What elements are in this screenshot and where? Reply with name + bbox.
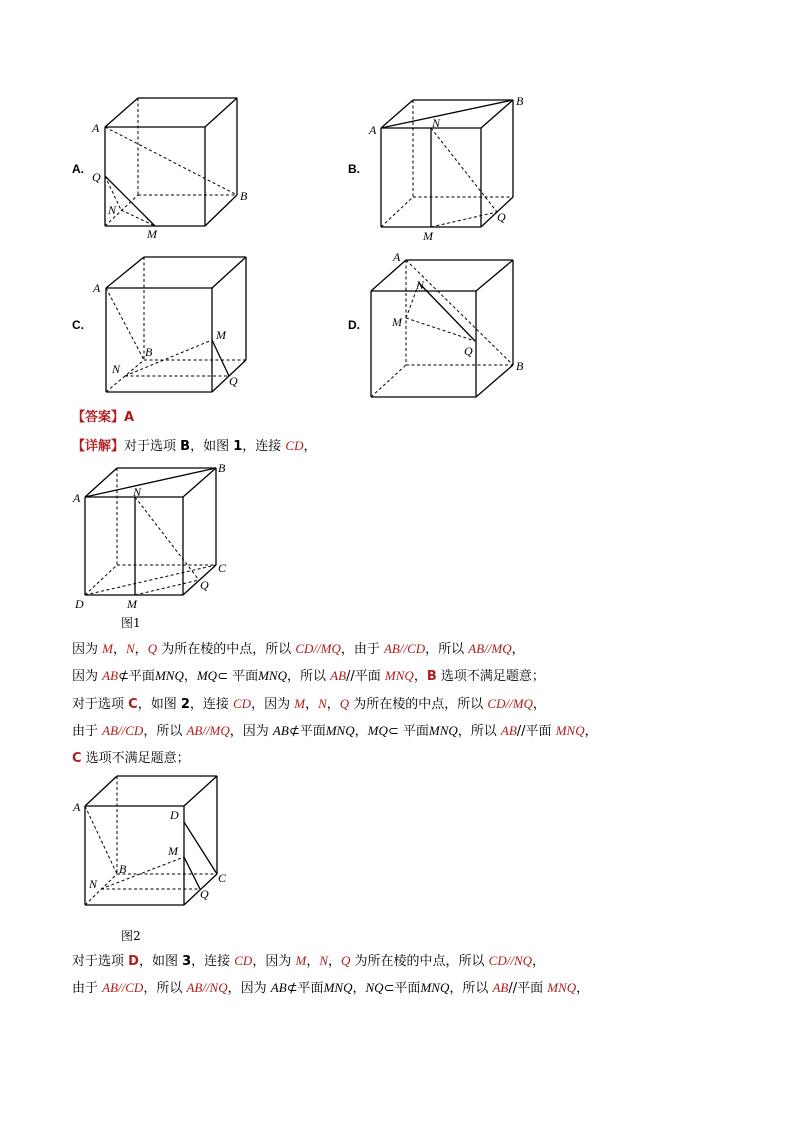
text: 为所在棱的中点，所以 xyxy=(349,697,488,712)
text: AB//NQ xyxy=(186,980,228,995)
text: ， xyxy=(532,954,546,969)
text: AB xyxy=(270,980,287,995)
text: Q xyxy=(341,953,351,968)
option-c-label: C. xyxy=(72,318,84,332)
text: 2 xyxy=(180,697,190,712)
text: MNQ xyxy=(384,668,414,683)
text: ， xyxy=(328,954,342,969)
answer-tag: 【答案】 xyxy=(72,410,125,425)
text: ⊄平面 xyxy=(118,669,155,684)
text: M xyxy=(102,641,113,656)
point-label: A xyxy=(393,250,401,264)
text: 因为 xyxy=(72,642,103,657)
text: ⊂平面 xyxy=(383,981,421,996)
text: AB xyxy=(492,980,509,995)
text: ， xyxy=(303,439,317,454)
text: MNQ xyxy=(420,980,450,995)
point-label: B xyxy=(145,345,153,359)
text: //平面 xyxy=(508,981,548,996)
point-label: M xyxy=(392,315,402,329)
text: ，所以 xyxy=(143,981,187,996)
point-label: N xyxy=(432,116,441,130)
text: CD//MQ xyxy=(487,696,533,711)
text: ，如图 xyxy=(138,954,183,969)
point-label: Q xyxy=(497,210,506,224)
text: 因为 xyxy=(72,669,103,684)
text: N xyxy=(318,696,327,711)
text-line xyxy=(72,979,589,998)
text: ， xyxy=(306,954,320,969)
text: M xyxy=(295,953,307,968)
text: 由于 xyxy=(72,981,103,996)
text: MNQ xyxy=(428,723,458,738)
text: MNQ xyxy=(154,668,184,683)
text: ，连接 xyxy=(242,439,286,454)
point-label: B xyxy=(516,359,524,373)
text: MQ xyxy=(196,668,218,683)
point-label: M xyxy=(423,229,433,243)
text: 选项不满足题意； xyxy=(81,751,190,766)
text: ，连接 xyxy=(191,954,235,969)
text: ，连接 xyxy=(189,697,234,712)
text: CD xyxy=(285,438,304,453)
text: 1 xyxy=(233,439,243,454)
text: B xyxy=(426,669,437,684)
text: 对于选项 xyxy=(72,954,129,969)
option-d-label: D. xyxy=(348,318,360,332)
text: CD xyxy=(233,696,252,711)
text: B xyxy=(180,439,191,454)
text: AB//CD xyxy=(102,723,144,738)
text: ， xyxy=(511,642,525,657)
text: MQ xyxy=(367,723,388,738)
text: ， xyxy=(326,697,340,712)
point-label: C xyxy=(218,561,227,575)
point-label: D xyxy=(75,597,84,611)
text: //平面 xyxy=(346,669,385,684)
text: N xyxy=(126,641,135,656)
text: ，所以 xyxy=(425,642,469,657)
point-label: M xyxy=(127,597,137,611)
figure-2-caption: 图2 xyxy=(121,929,141,943)
text: ，所以 xyxy=(449,981,493,996)
text: AB xyxy=(272,723,289,738)
text: ， xyxy=(413,669,427,684)
text: ，所以 xyxy=(286,669,331,684)
text: NQ xyxy=(365,980,384,995)
text: MNQ xyxy=(258,668,287,683)
text: AB xyxy=(500,723,517,738)
text: ， xyxy=(354,724,368,739)
point-label: Q xyxy=(92,170,101,184)
point-label: N xyxy=(89,877,98,891)
text: 对于选项 xyxy=(124,439,181,454)
point-label: B xyxy=(240,189,248,203)
text: MNQ xyxy=(323,980,353,995)
text: 为所在棱的中点，所以 xyxy=(157,642,296,657)
text: MNQ xyxy=(547,980,577,995)
text: ⊄平面 xyxy=(286,981,324,996)
text: ，所以 xyxy=(457,724,501,739)
point-label: Q xyxy=(200,578,209,592)
point-label: A xyxy=(73,491,81,505)
text: ， xyxy=(532,697,546,712)
text: AB//MQ xyxy=(186,723,230,738)
text: ， xyxy=(305,697,319,712)
point-label: B xyxy=(516,94,524,108)
answer-value: A xyxy=(124,410,135,425)
point-label: D xyxy=(170,808,179,822)
text: ，因为 xyxy=(251,697,295,712)
point-label: N xyxy=(108,203,117,217)
text-line xyxy=(72,952,545,971)
text: 3 xyxy=(182,954,192,969)
text: AB//CD xyxy=(102,980,144,995)
text: D xyxy=(128,954,139,969)
text: CD xyxy=(234,953,253,968)
point-label: N xyxy=(133,485,142,499)
figure-1-caption: 图1 xyxy=(121,616,141,630)
point-label: M xyxy=(216,328,226,342)
text: ， xyxy=(183,669,197,684)
text: ，因为 xyxy=(229,724,273,739)
text: 为所在棱的中点，所以 xyxy=(350,954,489,969)
text: //平面 xyxy=(516,724,556,739)
text: ⊄平面 xyxy=(288,724,326,739)
text: 对于选项 xyxy=(72,697,129,712)
text: ， xyxy=(112,642,126,657)
text: C xyxy=(72,751,82,766)
text: AB xyxy=(330,668,347,683)
text: MNQ xyxy=(555,723,585,738)
text: 选项不满足题意； xyxy=(436,669,545,684)
text: AB//CD xyxy=(383,641,426,656)
text: CD//NQ xyxy=(488,953,533,968)
text: ，因为 xyxy=(227,981,271,996)
text: 由于 xyxy=(72,724,103,739)
text: MNQ xyxy=(325,723,355,738)
text: N xyxy=(319,953,328,968)
point-label: C xyxy=(218,871,227,885)
text: AB//MQ xyxy=(468,641,512,656)
text: ，如图 xyxy=(190,439,234,454)
text: ，因为 xyxy=(252,954,296,969)
point-label: N xyxy=(112,362,121,376)
text: ， xyxy=(576,981,590,996)
text: Q xyxy=(147,641,158,656)
text: ，如图 xyxy=(137,697,181,712)
text: ，所以 xyxy=(143,724,187,739)
text: ⊂ 平面 xyxy=(217,669,259,684)
text: Q xyxy=(339,696,350,711)
text: ，由于 xyxy=(340,642,384,657)
text: ， xyxy=(584,724,598,739)
text: ， xyxy=(352,981,366,996)
point-label: Q xyxy=(464,344,473,358)
text: CD//MQ xyxy=(295,641,341,656)
text: ⊂ 平面 xyxy=(387,724,429,739)
point-label: A xyxy=(369,123,377,137)
point-label: Q xyxy=(229,374,238,388)
text: ， xyxy=(134,642,148,657)
point-label: A xyxy=(73,800,81,814)
point-label: M xyxy=(168,844,178,858)
point-label: B xyxy=(218,461,226,475)
option-b-label: B. xyxy=(348,162,360,176)
point-label: Q xyxy=(200,887,209,901)
point-label: N xyxy=(416,278,425,292)
option-a-label: A. xyxy=(72,162,84,176)
text: C xyxy=(128,697,138,712)
detail-tag: 【详解】 xyxy=(72,439,125,454)
point-label: A xyxy=(92,121,100,135)
point-label: B xyxy=(119,862,127,876)
text: M xyxy=(294,696,306,711)
text: AB xyxy=(102,668,119,683)
point-label: A xyxy=(93,281,101,295)
point-label: M xyxy=(147,227,157,241)
